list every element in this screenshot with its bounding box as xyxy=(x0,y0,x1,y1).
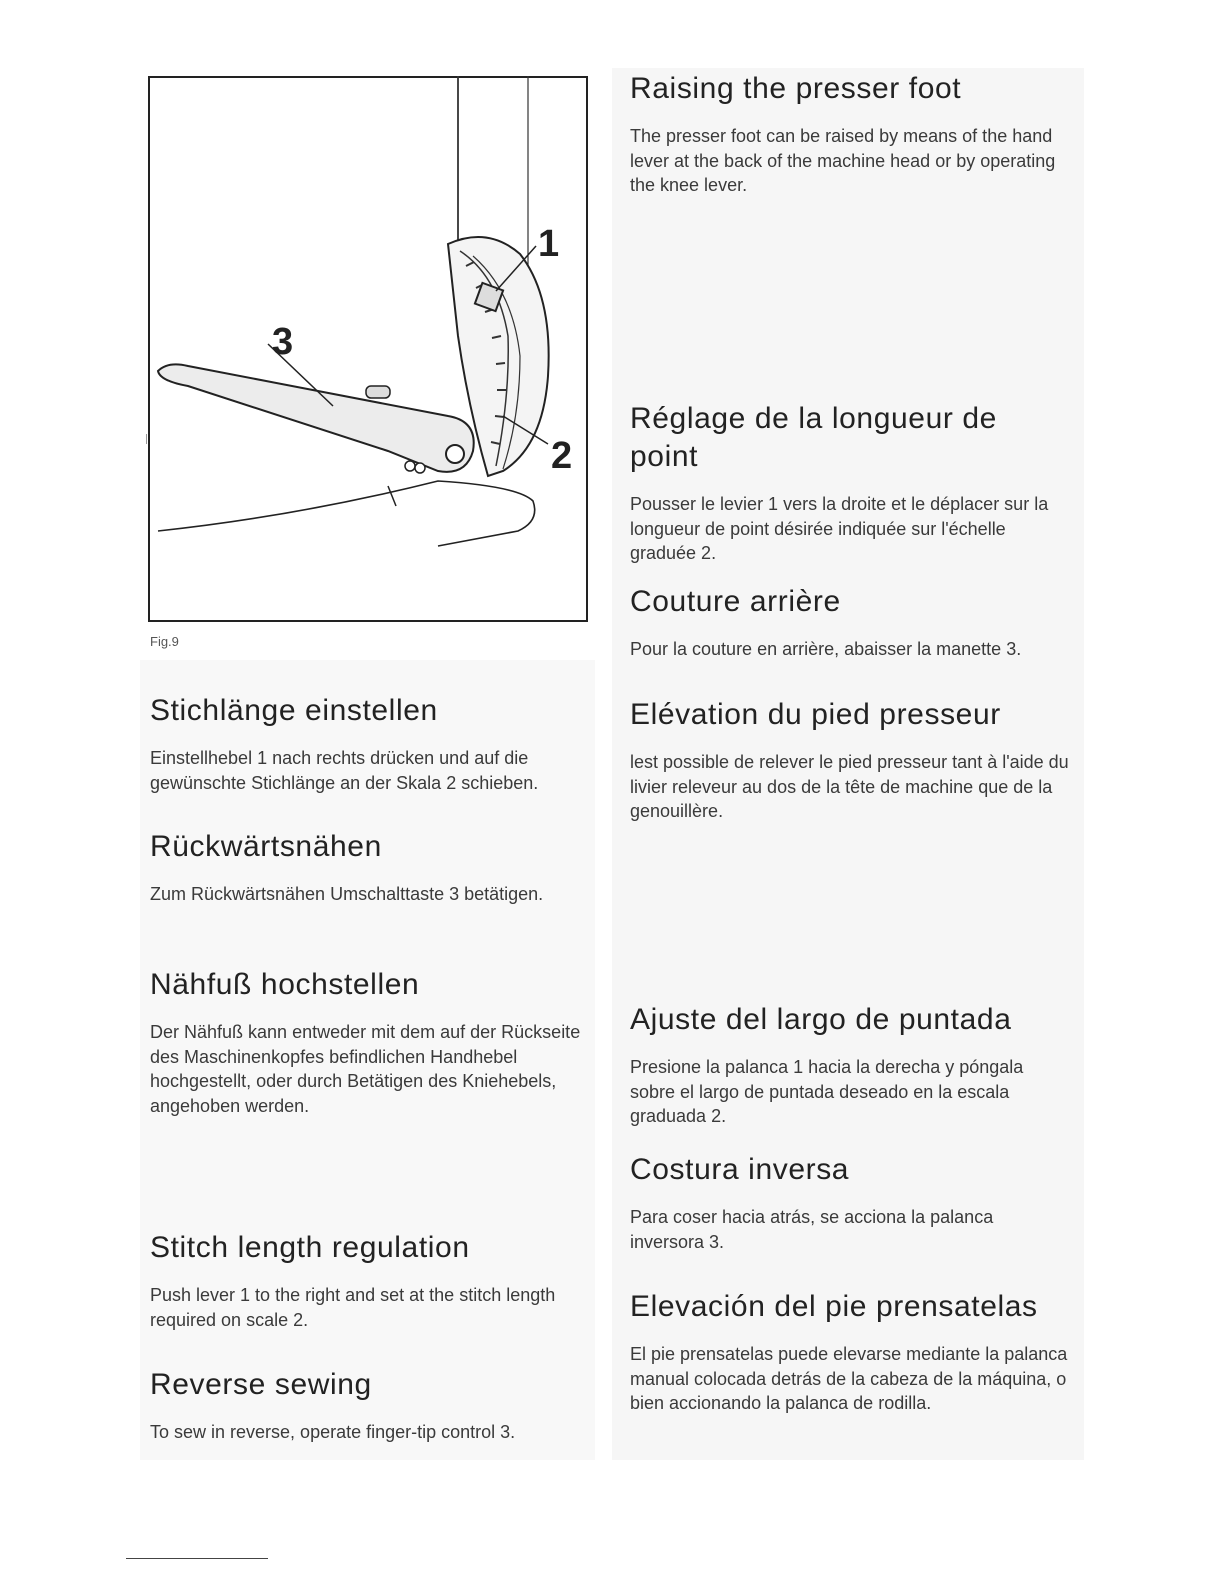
callout-2: 2 xyxy=(551,435,573,477)
es-stitch-length-section xyxy=(630,1001,1070,1129)
section-body: Pour la couture en arrière, abaisser la manette 3. xyxy=(630,639,1022,659)
es-reverse-section xyxy=(630,1151,1070,1254)
stitch-lever-drawing xyxy=(148,76,588,622)
section-heading: Stitch length regulation xyxy=(150,1231,470,1264)
es-presser-foot-section xyxy=(630,1288,1070,1416)
en-reverse-section xyxy=(150,1366,590,1445)
section-heading: Ajuste del largo de puntada xyxy=(630,1003,1012,1036)
section-heading: Stichlänge einstellen xyxy=(150,694,438,727)
section-heading: Costura inversa xyxy=(630,1153,850,1186)
en-presser-foot-section xyxy=(630,70,1070,198)
de-presser-foot-section xyxy=(150,966,590,1118)
section-heading: Raising the presser foot xyxy=(630,72,962,105)
footnote-rule xyxy=(126,1558,268,1559)
section-heading: Rückwärtsnähen xyxy=(150,830,382,863)
section-body: Presione la palanca 1 hacia la derecha y póngala sobre el largo de puntada deseado en la escala graduada 2. xyxy=(630,1057,1024,1126)
section-body: El pie prensatelas puede elevarse mediante la palanca manual colocada detrás de la cabeza de la máquina, o bien accionando la palanca de rodilla. xyxy=(630,1344,1068,1413)
section-body: Der Nähfuß kann entweder mit dem auf der Rückseite des Maschinenkopfes befindlichen Handhebel hochgestellt, oder durch Betätigen des Kniehebels, angehoben werden. xyxy=(150,1022,581,1116)
section-body: Push lever 1 to the right and set at the stitch length required on scale 2. xyxy=(150,1285,556,1330)
section-body: Pousser le levier 1 vers la droite et le déplacer sur la longueur de point désirée indiquée sur l'échelle graduée 2. xyxy=(630,494,1049,563)
section-body: Einstellhebel 1 nach rechts drücken und auf die gewünschte Stichlänge an der Skala 2 schieben. xyxy=(150,748,539,793)
de-stitch-length-section xyxy=(150,692,590,795)
fr-presser-foot-section xyxy=(630,696,1070,824)
section-body: To sew in reverse, operate finger-tip control 3. xyxy=(150,1422,516,1442)
section-heading: Réglage de la longueur de point xyxy=(630,402,997,473)
callout-3: 3 xyxy=(272,321,294,363)
en-stitch-length-section xyxy=(150,1229,590,1332)
section-heading: Nähfuß hochstellen xyxy=(150,968,420,1001)
section-heading: Couture arrière xyxy=(630,585,841,618)
callout-1: 1 xyxy=(538,223,560,265)
section-body: Para coser hacia atrás, se acciona la palanca inversora 3. xyxy=(630,1207,994,1252)
section-heading: Reverse sewing xyxy=(150,1368,372,1401)
section-heading: Elevación del pie prensatelas xyxy=(630,1290,1038,1323)
margin-mark xyxy=(146,434,147,444)
fr-reverse-section xyxy=(630,583,1070,662)
section-body: The presser foot can be raised by means of the hand lever at the back of the machine head or by operating the knee lever. xyxy=(630,126,1056,195)
fr-stitch-length-section xyxy=(630,400,1070,566)
de-reverse-section xyxy=(150,828,590,907)
sewing-machine-illustration xyxy=(148,76,588,622)
section-body: Zum Rückwärtsnähen Umschalttaste 3 betätigen. xyxy=(150,884,544,904)
figure-caption: Fig.9 xyxy=(150,634,179,649)
section-body: lest possible de relever le pied presseur tant à l'aide du livier releveur au dos de la tête de machine que de la genouillère. xyxy=(630,752,1069,821)
section-heading: Elévation du pied presseur xyxy=(630,698,1001,731)
